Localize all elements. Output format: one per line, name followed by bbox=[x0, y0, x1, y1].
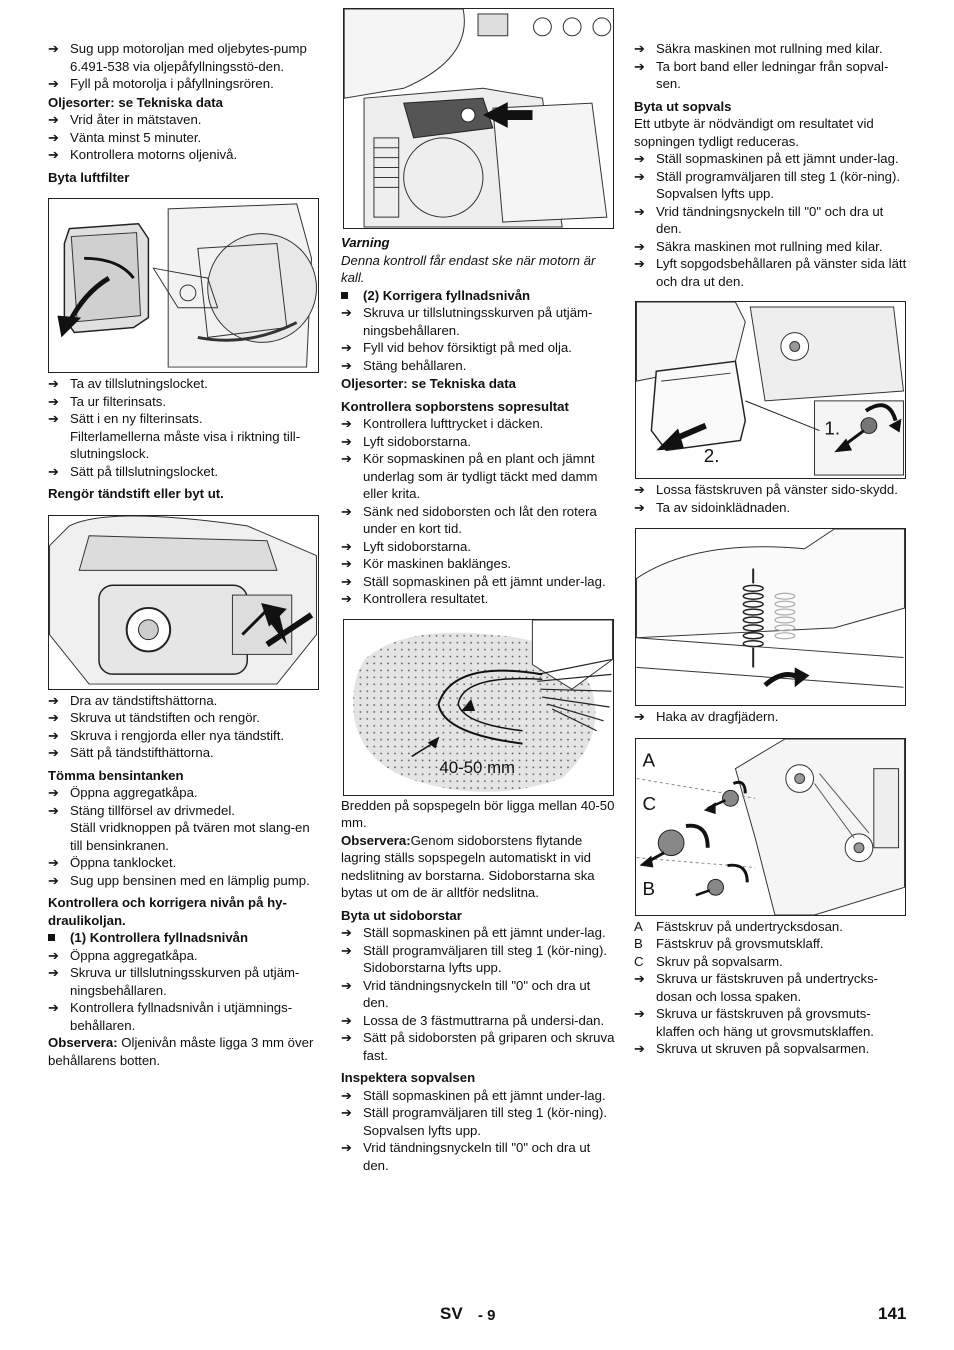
arrow-right-icon: ➔ bbox=[634, 203, 645, 219]
step: ➔ Kör maskinen baklänges. bbox=[341, 556, 512, 571]
arrow-right-icon: ➔ bbox=[341, 305, 352, 320]
step: ➔ Skruva ut skruven på sopvalsarmen. bbox=[634, 1041, 870, 1056]
arrow-right-icon: ➔ bbox=[634, 151, 645, 166]
arrow-right-icon: ➔ bbox=[634, 238, 645, 254]
arrow-right-icon: ➔ bbox=[341, 1140, 352, 1155]
arrow-right-icon: ➔ bbox=[48, 727, 59, 743]
step: ➔ Lyft sopgodsbehållaren på vänster sida lätt och dra ut den. bbox=[634, 256, 907, 289]
step-note: Ställ vridknoppen på tvären mot slang-en till bensinkranen. bbox=[70, 820, 310, 853]
step: ➔ Kör sopmaskinen på en plant och jämnt underlag som är tydligt täckt med damm eller krita. bbox=[341, 451, 598, 501]
arrow-right-icon: ➔ bbox=[48, 855, 59, 870]
step: ➔ Lyft sidoborstarna. bbox=[341, 538, 471, 554]
step: ➔ Ställ sopmaskinen på ett jämnt under-lag. bbox=[341, 925, 606, 940]
step: ➔ Ställ programväljaren till steg 1 (kör-ning). Sopvalsen lyfts upp. bbox=[341, 1105, 608, 1138]
label-c: C bbox=[642, 792, 657, 814]
legend-item: C Skruv på sopvalsarm. bbox=[634, 953, 783, 969]
arrow-right-icon: ➔ bbox=[341, 503, 352, 519]
heading-replace-roller: Byta ut sopvals bbox=[634, 98, 732, 114]
arrow-right-icon: ➔ bbox=[48, 393, 59, 409]
step: ➔ Sätt på tändstifthättorna. bbox=[48, 745, 214, 760]
arrow-right-icon: ➔ bbox=[341, 340, 352, 355]
step: ➔ Fyll på motorolja i påfyllningsrören. bbox=[48, 76, 274, 91]
screws-figure bbox=[635, 738, 906, 916]
heading-empty-tank: Tömma bensintanken bbox=[48, 767, 184, 783]
step: ➔ Säkra maskinen mot rullning med kilar. bbox=[634, 41, 883, 56]
warning-title: Varning bbox=[341, 235, 390, 250]
step: ➔ Skruva ur tillslutningsskurven på utjäm-ningsbehållaren. bbox=[48, 965, 300, 998]
arrow-right-icon: ➔ bbox=[48, 129, 59, 145]
step: ➔ Sug upp motoroljan med oljebytes-pump 6.491-538 via oljepåfyllningsstö-den. bbox=[48, 41, 307, 74]
step: ➔ Stäng tillförsel av drivmedel. bbox=[48, 802, 235, 818]
step: ➔ Ställ programväljaren till steg 1 (kör-ning). Sopvalsen lyfts upp. bbox=[634, 168, 901, 201]
footer-page-number: 141 bbox=[878, 1304, 907, 1323]
arrow-right-icon: ➔ bbox=[341, 573, 352, 589]
step: ➔ Ställ sopmaskinen på ett jämnt under-lag. bbox=[341, 1087, 606, 1103]
heading-oil-types: Oljesorter: se Tekniska data bbox=[48, 94, 223, 110]
side-cover-figure bbox=[635, 301, 906, 479]
warning-text: Denna kontroll får endast ske när motorn är kall. bbox=[341, 252, 596, 285]
heading-side-brush: Byta ut sidoborstar bbox=[341, 907, 462, 923]
arrow-right-icon: ➔ bbox=[48, 76, 59, 91]
arrow-right-icon: ➔ bbox=[634, 499, 645, 515]
arrow-right-icon: ➔ bbox=[634, 709, 645, 724]
paragraph: Bredden på sopspegeln bör ligga mellan 40-50 mm. bbox=[341, 797, 615, 830]
heading-inspect-roller: Inspektera sopvalsen bbox=[341, 1070, 476, 1085]
arrow-right-icon: ➔ bbox=[341, 357, 352, 373]
step: ➔ Sätt i en ny filterinsats. bbox=[48, 411, 203, 426]
heading-hydraulic-oil: Kontrollera och korrigera nivån på hy-draulikoljan. bbox=[48, 895, 287, 928]
arrow-right-icon: ➔ bbox=[634, 1041, 645, 1056]
step: ➔ Vrid tändningsnyckeln till "0" och dra ut den. bbox=[341, 977, 591, 1010]
note: Observera: Oljenivån måste ligga 3 mm över behållarens botten. bbox=[48, 1035, 314, 1068]
arrow-right-icon: ➔ bbox=[634, 1006, 645, 1021]
arrow-right-icon: ➔ bbox=[48, 376, 59, 391]
arrow-right-icon: ➔ bbox=[48, 411, 59, 426]
step: ➔ Sänk ned sidoborsten och låt den rotera under en kort tid. bbox=[341, 503, 597, 536]
hydraulic-tank-figure bbox=[343, 8, 614, 229]
arrow-right-icon: ➔ bbox=[48, 965, 59, 980]
step: ➔ Sätt på sidoborsten på griparen och skruva fast. bbox=[341, 1030, 615, 1063]
step: ➔ Haka av dragfjädern. bbox=[634, 709, 779, 724]
step: ➔ Kontrollera resultatet. bbox=[341, 591, 489, 606]
legend-item: B Fästskruv på grovsmutsklaff. bbox=[634, 936, 824, 951]
step-2-label: 2. bbox=[703, 445, 720, 467]
column-3 bbox=[634, 40, 909, 1058]
air-filter-figure bbox=[48, 198, 319, 373]
spark-plug-figure bbox=[48, 515, 319, 690]
step: ➔ Öppna aggregatkåpa. bbox=[48, 947, 198, 963]
subsection: (1) Kontrollera fyllnadsnivån bbox=[48, 929, 322, 947]
step: ➔ Sug upp bensinen med en lämplig pump. bbox=[48, 872, 310, 888]
heading-air-filter: Byta luftfilter bbox=[48, 169, 130, 185]
arrow-right-icon: ➔ bbox=[634, 41, 645, 56]
step: ➔ Kontrollera motorns oljenivå. bbox=[48, 147, 238, 162]
arrow-right-icon: ➔ bbox=[341, 538, 352, 554]
arrow-right-icon: ➔ bbox=[48, 41, 59, 56]
arrow-right-icon: ➔ bbox=[48, 802, 59, 818]
step: ➔ Vrid tändningsnyckeln till "0" och dra ut den. bbox=[341, 1140, 591, 1173]
arrow-right-icon: ➔ bbox=[48, 1000, 59, 1015]
step: ➔ Ställ sopmaskinen på ett jämnt under-lag. bbox=[341, 573, 606, 589]
arrow-right-icon: ➔ bbox=[341, 1105, 352, 1120]
arrow-right-icon: ➔ bbox=[634, 168, 645, 184]
arrow-right-icon: ➔ bbox=[48, 785, 59, 800]
step: ➔ Lossa fästskruven på vänster sido-skydd. bbox=[634, 482, 898, 497]
column-1 bbox=[48, 40, 322, 1069]
step: ➔ Skruva ur fästskruven på undertrycks-dosan och lossa spaken. bbox=[634, 971, 879, 1004]
step: ➔ Vrid åter in mätstaven. bbox=[48, 112, 202, 127]
step-note: Filterlamellerna måste visa i riktning till-slutningslock. bbox=[70, 428, 301, 461]
step: ➔ Sätt på tillslutningslocket. bbox=[48, 463, 219, 479]
arrow-right-icon: ➔ bbox=[634, 256, 645, 271]
step: ➔ Ställ sopmaskinen på ett jämnt under-lag. bbox=[634, 151, 899, 166]
arrow-right-icon: ➔ bbox=[48, 463, 59, 479]
column-2 bbox=[341, 8, 615, 1174]
sweep-pattern-figure bbox=[343, 619, 614, 796]
step: ➔ Skruva ut tändstiften och rengör. bbox=[48, 710, 260, 725]
step: ➔ Skruva ur fästskruven på grovsmuts-klaffen och häng ut grovsmutsklaffen. bbox=[634, 1006, 874, 1039]
label-b: B bbox=[642, 877, 655, 899]
square-bullet-icon bbox=[341, 287, 363, 305]
arrow-right-icon: ➔ bbox=[341, 1087, 352, 1103]
step: ➔ Kontrollera lufttrycket i däcken. bbox=[341, 416, 544, 431]
arrow-right-icon: ➔ bbox=[341, 451, 352, 466]
paragraph: Ett utbyte är nödvändigt om resultatet vid sopningen tydligt reduceras. bbox=[634, 116, 874, 149]
footer-section-page: - 9 bbox=[478, 1307, 496, 1324]
heading-check-brush: Kontrollera sopborstens sopresultat bbox=[341, 398, 569, 414]
arrow-right-icon: ➔ bbox=[48, 692, 59, 708]
step: ➔ Vänta minst 5 minuter. bbox=[48, 129, 202, 145]
heading-spark-plug: Rengör tändstift eller byt ut. bbox=[48, 486, 224, 501]
step: ➔ Stäng behållaren. bbox=[341, 357, 467, 373]
arrow-right-icon: ➔ bbox=[634, 971, 645, 986]
sweep-width-label: 40-50 mm bbox=[439, 757, 516, 777]
label-a: A bbox=[642, 749, 655, 771]
step: ➔ Ställ programväljaren till steg 1 (kör-ning). Sidoborstarna lyfts upp. bbox=[341, 942, 608, 975]
step: ➔ Öppna aggregatkåpa. bbox=[48, 785, 198, 800]
arrow-right-icon: ➔ bbox=[341, 977, 352, 993]
heading-oil-types: Oljesorter: se Tekniska data bbox=[341, 376, 516, 391]
square-bullet-icon bbox=[48, 929, 70, 947]
arrow-right-icon: ➔ bbox=[341, 591, 352, 606]
arrow-right-icon: ➔ bbox=[341, 416, 352, 431]
arrow-right-icon: ➔ bbox=[341, 556, 352, 571]
step: ➔ Ta av sidoinklädnaden. bbox=[634, 499, 791, 515]
step: ➔ Skruva i rengjorda eller nya tändstift. bbox=[48, 727, 285, 743]
arrow-right-icon: ➔ bbox=[634, 482, 645, 497]
arrow-right-icon: ➔ bbox=[48, 112, 59, 127]
arrow-right-icon: ➔ bbox=[341, 433, 352, 449]
step: ➔ Ta av tillslutningslocket. bbox=[48, 376, 208, 391]
spring-figure bbox=[635, 528, 906, 706]
legend-item: A Fästskruv på undertrycksdosan. bbox=[634, 918, 843, 934]
footer-language: SV bbox=[440, 1304, 463, 1323]
step-1-label: 1. bbox=[824, 417, 841, 439]
arrow-right-icon: ➔ bbox=[48, 745, 59, 760]
legend bbox=[634, 918, 909, 971]
note: Observera:Genom sidoborstens flytande lagring ställs sopspegeln automatiskt in vid nedslitning av borstarna. Sidoborstarna ska bytas ut om de är alltför nedslitna. bbox=[341, 832, 595, 900]
step: ➔ Säkra maskinen mot rullning med kilar. bbox=[634, 238, 883, 254]
step: ➔ Dra av tändstiftshättorna. bbox=[48, 692, 218, 708]
arrow-right-icon: ➔ bbox=[341, 942, 352, 958]
step: ➔ Fyll vid behov försiktigt på med olja. bbox=[341, 340, 572, 355]
arrow-right-icon: ➔ bbox=[341, 925, 352, 940]
step: ➔ Ta ur filterinsats. bbox=[48, 393, 167, 409]
step: ➔ Vrid tändningsnyckeln till "0" och dra ut den. bbox=[634, 203, 884, 236]
arrow-right-icon: ➔ bbox=[48, 710, 59, 725]
step: ➔ Kontrollera fyllnadsnivån i utjämnings-behållaren. bbox=[48, 1000, 293, 1033]
arrow-right-icon: ➔ bbox=[48, 147, 59, 162]
arrow-right-icon: ➔ bbox=[48, 947, 59, 963]
step: ➔ Ta bort band eller ledningar från sopval-sen. bbox=[634, 58, 889, 91]
arrow-right-icon: ➔ bbox=[634, 58, 645, 74]
subsection: (2) Korrigera fyllnadsnivån bbox=[341, 287, 615, 305]
step: ➔ Skruva ur tillslutningsskurven på utjäm-ningsbehållaren. bbox=[341, 305, 593, 338]
step: ➔ Lyft sidoborstarna. bbox=[341, 433, 471, 449]
arrow-right-icon: ➔ bbox=[341, 1012, 352, 1028]
step: ➔ Öppna tanklocket. bbox=[48, 855, 177, 870]
arrow-right-icon: ➔ bbox=[341, 1030, 352, 1045]
arrow-right-icon: ➔ bbox=[48, 872, 59, 888]
step: ➔ Lossa de 3 fästmuttrarna på undersi-dan. bbox=[341, 1012, 605, 1028]
